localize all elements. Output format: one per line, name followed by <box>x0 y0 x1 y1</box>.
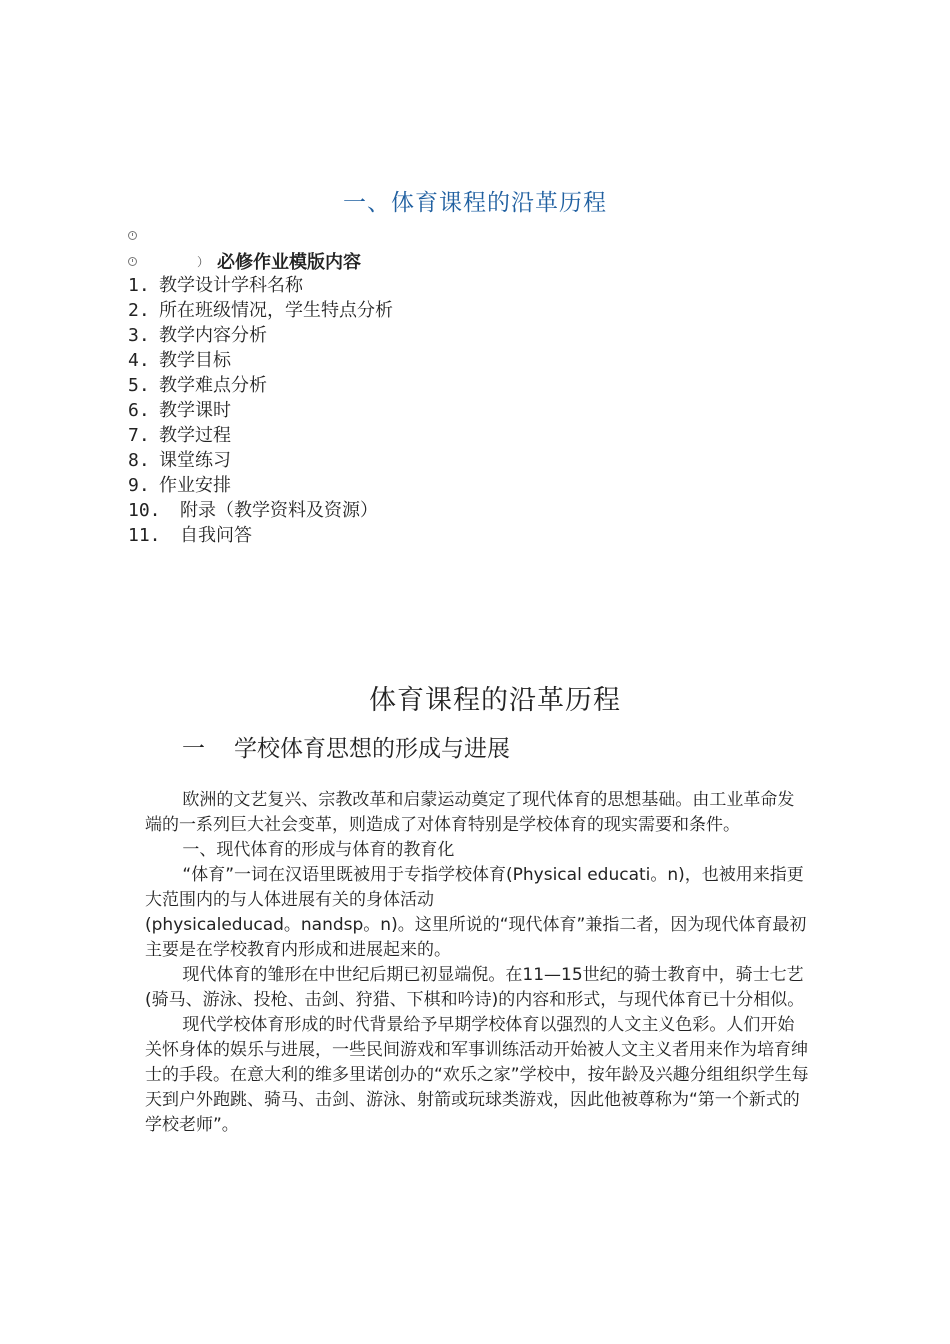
paragraph: “体育”一词在汉语里既被用于专指学校体育(Physical educati。n)，也被用来指更大范围内的与人体进展有关的身体活动 <box>145 865 804 910</box>
list-item-number: 10. <box>128 500 161 521</box>
list-item-label: 教学过程 <box>159 425 231 446</box>
list-item <box>128 498 393 523</box>
clock-icon <box>128 257 137 266</box>
list-item-label: 教学目标 <box>159 350 231 371</box>
list-item <box>128 298 393 323</box>
paren-mark: ） <box>197 254 210 269</box>
list-item-label: 教学内容分析 <box>159 325 267 346</box>
list-item <box>128 348 393 373</box>
paragraph: 欧洲的文艺复兴、宗教改革和启蒙运动奠定了现代体育的思想基础。由工业革命发端的一系列巨大社会变革，则造成了对体育特别是学校体育的现实需要和条件。 <box>145 790 795 835</box>
list-item-label: 作业安排 <box>159 475 231 496</box>
list-item-label: 所在班级情况，学生特点分析 <box>159 300 393 321</box>
list-item <box>128 273 393 298</box>
list-item-number: 5. <box>128 375 150 396</box>
list-item-number: 11. <box>128 525 161 546</box>
list-item <box>128 473 393 498</box>
list-item-label: 课堂练习 <box>159 450 231 471</box>
list-item-label: 教学难点分析 <box>159 375 267 396</box>
list-item <box>128 448 393 473</box>
list-item <box>128 398 393 423</box>
clock-icon <box>128 231 137 240</box>
list-item-number: 4. <box>128 350 150 371</box>
section-title <box>182 730 510 763</box>
list-item-number: 9. <box>128 475 150 496</box>
article-title: 体育课程的沿革历程 <box>369 685 621 716</box>
list-item-number: 6. <box>128 400 150 421</box>
list-item-number: 2. <box>128 300 150 321</box>
section-number: 一 <box>182 736 205 762</box>
list-item <box>128 323 393 348</box>
paragraph-continuation: (physicaleducad。nandsp。n)。这里所说的“现代体育”兼指二者，因为现代体育最初主要是在学校教育内形成和进展起来的。 <box>145 915 807 960</box>
template-heading-row <box>128 250 361 272</box>
list-item-number: 3. <box>128 325 150 346</box>
template-item-list <box>128 273 393 548</box>
list-item-label: 教学课时 <box>159 400 231 421</box>
list-item-number: 1. <box>128 275 150 296</box>
template-heading: 必修作业模版内容 <box>217 252 362 273</box>
list-item-label: 附录（教学资料及资源） <box>180 500 378 521</box>
list-item-label: 自我问答 <box>180 525 252 546</box>
marker-row-1 <box>128 224 137 246</box>
list-item <box>128 523 393 548</box>
page-heading: 一、体育课程的沿革历程 <box>343 190 607 216</box>
section-title-text: 学校体育思想的形成与进展 <box>234 736 510 762</box>
list-item-number: 8. <box>128 450 150 471</box>
paragraph: 现代体育的雏形在中世纪后期已初显端倪。在11—15世纪的骑士教育中，骑士七艺(骑马、游泳、投枪、击剑、狩猎、下棋和吟诗)的内容和形式，与现代体育已十分相似。 <box>145 965 805 1010</box>
paragraph: 现代学校体育形成的时代背景给予早期学校体育以强烈的人文主义色彩。人们开始关怀身体的娱乐与进展，一些民间游戏和军事训练活动开始被人文主义者用来作为培育绅士的手段。在意大利的维多里诺创办的“欢乐之家”学校中，按年龄及兴趣分组组织学生每天到户外跑跳、骑马、击剑、游泳、射箭或玩球类游戏，因此他被尊称为“第一个新式的学校老师”。 <box>145 1015 809 1135</box>
list-item <box>128 373 393 398</box>
list-item-label: 教学设计学科名称 <box>159 275 303 296</box>
article-body <box>145 788 810 1138</box>
list-item-number: 7. <box>128 425 150 446</box>
list-item <box>128 423 393 448</box>
subheading: 一、现代体育的形成与体育的教育化 <box>182 840 455 860</box>
